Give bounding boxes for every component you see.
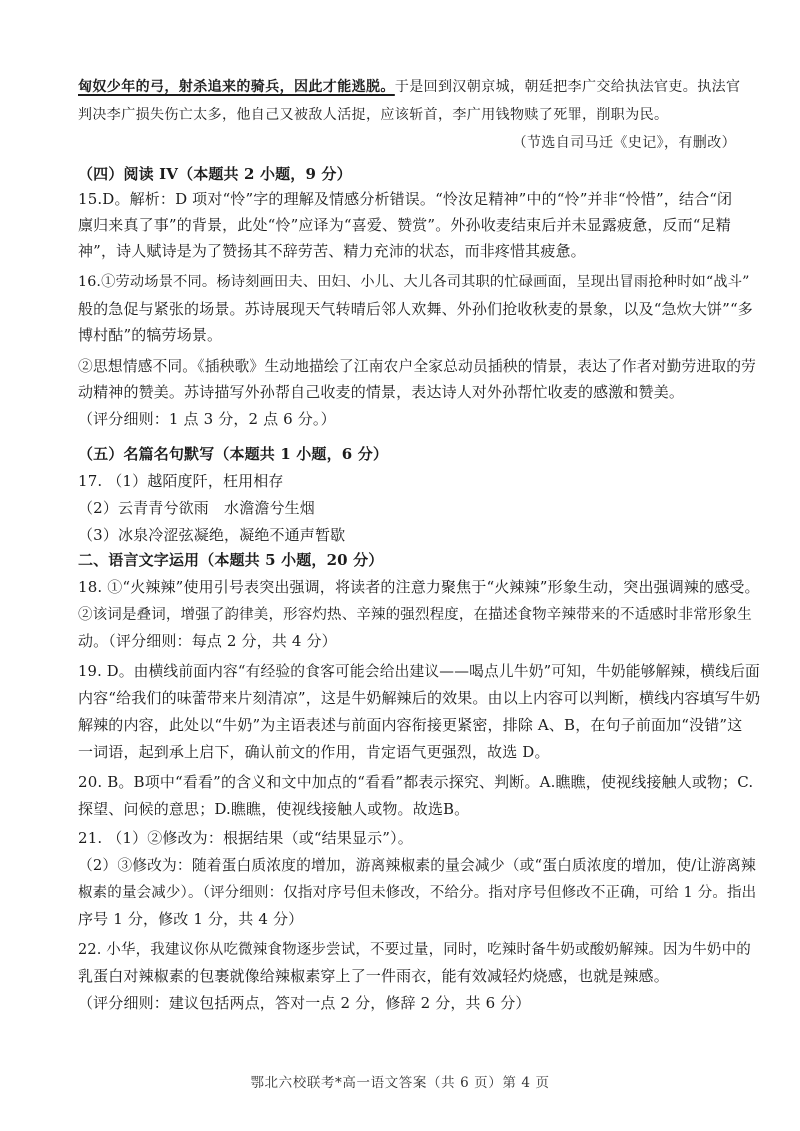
scoring-note: （评分细则：建议包括两点，答对一点 2 分，修辞 2 分，共 6 分） (78, 994, 531, 1012)
underlined-translation: 匈奴少年的弓，射杀追来的骑兵，因此才能逃脱。 (78, 79, 395, 95)
answer-line: 22. 小华，我建议你从吃微辣食物逐步尝试，不要过量，同时，吃辣时备牛奶或酸奶解辣。因为牛奶中的 (78, 942, 751, 958)
section-heading: 二、语言文字运用（本题共 5 小题，20 分） (78, 551, 384, 569)
passage-translation-line-2: 判决李广损失伤亡太多，他自己又被敌人活捉，应该斩首，李广用钱物赎了死罪，削职为民。 (78, 107, 669, 123)
answer-line: ②思想情感不同。《插秧歌》生动地描绘了江南农户全家总动员插秧的情景，表达了作者对勤劳进取的劳 (78, 358, 757, 375)
answer-line: ②该词是叠词，增强了韵律美，形容灼热、辛辣的强烈程度，在描述食物辛辣带来的不适感时非常形象生 (78, 607, 752, 623)
answer-line: 乳蛋白对辣椒素的包裹就像给辣椒素穿上了一件雨衣，能有效减轻灼烧感，也就是辣感。 (78, 967, 669, 985)
page-footer: 鄂北六校联考*高一语文答案（共 6 页）第 4 页 (250, 1075, 550, 1091)
answer-line: 21. （1）②修改为：根据结果（或“结果显示”）。 (78, 829, 413, 847)
answer-line: 19. D。由横线前面内容“有经验的食客可能会给出建议——喝点儿牛奶”可知，牛奶能够解辣，横线后面 (78, 663, 760, 680)
answer-line: （3）冰泉冷涩弦凝绝，凝绝不通声暂歇 (78, 526, 346, 544)
answer-line: 17. （1）越陌度阡，枉用相存 (78, 472, 284, 490)
answer-line: 18. ①“火辣辣”使用引号表突出强调，将读者的注意力聚焦于“火辣辣”形象生动，突出强调辣的感受。 (78, 578, 760, 596)
answer-line: 探望、问候的意思；D.瞧瞧，使视线接触人或物。故选B。 (78, 800, 470, 818)
answer-line: 博村酤”的犒劳场景。 (78, 326, 223, 344)
answer-line: 20. B。B项中“看看”的含义和文中加点的“看看”都表示探究、判断。A.瞧瞧，使视线接触人或物；C. (78, 773, 754, 791)
answer-line: 动精神的赞美。苏诗描写外孙帮自己收麦的情景，表达诗人对外孙帮忙收麦的感激和赞美。 (78, 383, 685, 401)
answer-line: （2）云青青兮欲雨 水澹澹兮生烟 (78, 499, 315, 517)
answer-line: 廪归来真了事”的背景，此处“怜”应译为“喜爱、赞赏”。外孙收麦结束后并未显露疲惫，反而“足精 (78, 216, 731, 234)
passage-source: （节选自司马迁《史记》，有删改） (512, 135, 736, 151)
answer-line: 15.D。解析：D 项对“怜”字的理解及情感分析错误。“怜汝足精神”中的“怜”并非“怜惜”，结合“闭 (78, 190, 733, 208)
answer-line: 解辣的内容，此处以“牛奶”为主语表述与前面内容衔接更紧密，排除 A、B，在句子前面加“没错”这 (78, 716, 743, 734)
answer-line: 动。（评分细则：每点 2 分，共 4 分） (78, 632, 337, 650)
translation-text: 于是回到汉朝京城，朝廷把李广交给执法官吏。执法官 (394, 79, 741, 95)
answer-line: 序号 1 分，修改 1 分，共 4 分） (78, 910, 304, 928)
section-heading: （五）名篇名句默写（本题共 1 小题，6 分） (78, 445, 388, 463)
answer-line: 一词语，起到承上启下，确认前文的作用，肯定语气更强烈，故选 D。 (78, 743, 550, 761)
answer-line: 神”，诗人赋诗是为了赞扬其不辞劳苦、精力充沛的状态，而非疼惜其疲惫。 (78, 242, 586, 260)
answer-line: （2）③修改为：随着蛋白质浓度的增加，游离辣椒素的量会减少（或“蛋白质浓度的增加，使/让游离辣 (78, 857, 756, 874)
answer-line: 内容“给我们的味蕾带来片刻清凉”，这是牛奶解辣后的效果。由以上内容可以判断，横线内容填写牛奶 (78, 689, 761, 707)
answer-line: 椒素的量会减少）。（评分细则：仅指对序号但未修改，不给分。指对序号但修改不正确，可给 1 分。指出 (78, 885, 757, 901)
scoring-note: （评分细则：1 点 3 分，2 点 6 分。） (78, 410, 336, 428)
section-heading: （四）阅读 IV（本题共 2 小题，9 分） (78, 165, 352, 183)
answer-line: 16.①劳动场景不同。杨诗刻画田夫、田妇、小儿、大儿各司其职的忙碌画面，呈现出冒雨抢种时如“战斗” (78, 274, 750, 290)
answer-line: 般的急促与紧张的场景。苏诗展现天气转晴后邻人欢舞、外孙们抢收秋麦的景象，以及“急炊大饼”“多 (78, 300, 753, 318)
passage-translation-line-1 (78, 76, 740, 96)
